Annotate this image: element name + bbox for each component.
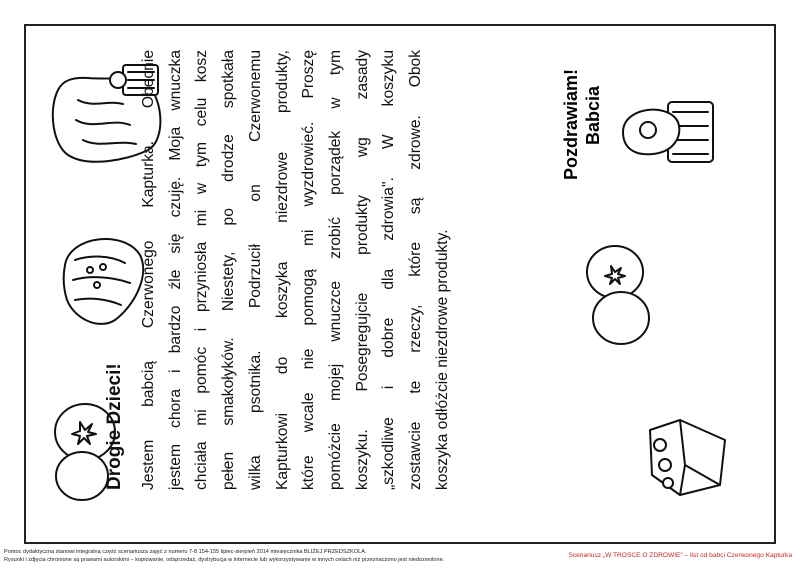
letter-line: „szkodliwe i dobre dla zdrowia". W koszyku: [380, 50, 398, 490]
footer-line: Pomoc dydaktyczna stanowi integralną część scenariusza zajęć z numeru 7-8 154-155 lipiec-sierpień 2014 miesięcznika BLIŻEJ PRZEDSZKOLA.: [4, 549, 367, 555]
letter-line: koszyka odłóżcie niezdrowe produkty.: [433, 229, 451, 490]
footer-line: Rysunki i zdjęcia chronione są prawami autorskimi – kopiowanie, odsprzedaż, dystrybucja w internecie lub wykorzystywanie w innych celach niż przeznaczono jest niedozwolone.: [4, 557, 445, 563]
letter-line: jestem chora i bardzo źle się czuję. Moja wnuczka: [166, 50, 184, 490]
closing: Pozdrawiam!: [561, 68, 581, 180]
letter-line: które wcale nie pomogą mi wyzdrowieć. Proszę: [300, 50, 318, 490]
footer-scenario-title: Scenariusz „W TROSCE O ZDROWIE" – list od babci Czerwonego Kapturka: [568, 552, 792, 559]
letter-line: chciała mi pomóc i przyniosła mi w tym celu kosz: [193, 50, 211, 490]
cake-icon: [618, 92, 718, 172]
letter-line: Jestem babcią Czerwonego Kapturka. Obecnie: [140, 50, 157, 490]
letter-line: zostawcie te rzeczy, które są zdrowe. Obok: [407, 50, 425, 490]
letter-body: [100, 50, 550, 490]
greeting: Drogie Dzieci!: [104, 363, 125, 490]
footer-copyright: [4, 548, 524, 564]
letter-line: Kapturkowi do koszyka niezdrowe produkty,: [273, 50, 291, 490]
letter-line: pomóżcie mojej wnuczce zrobić porządek w tym: [326, 50, 344, 490]
cake-slice-icon: [640, 415, 730, 500]
letter-line: koszyku. Posegregujcie produkty wg zasady: [353, 50, 371, 490]
signature-block: [560, 50, 603, 490]
letter-text: [136, 50, 456, 490]
letter-line: wilka psotnika. Podrzucił on Czerwonemu: [246, 50, 264, 490]
letter-line: pełen smakołyków. Niestety, po drodze spotkała: [220, 50, 238, 490]
signature: Babcia: [583, 85, 603, 145]
